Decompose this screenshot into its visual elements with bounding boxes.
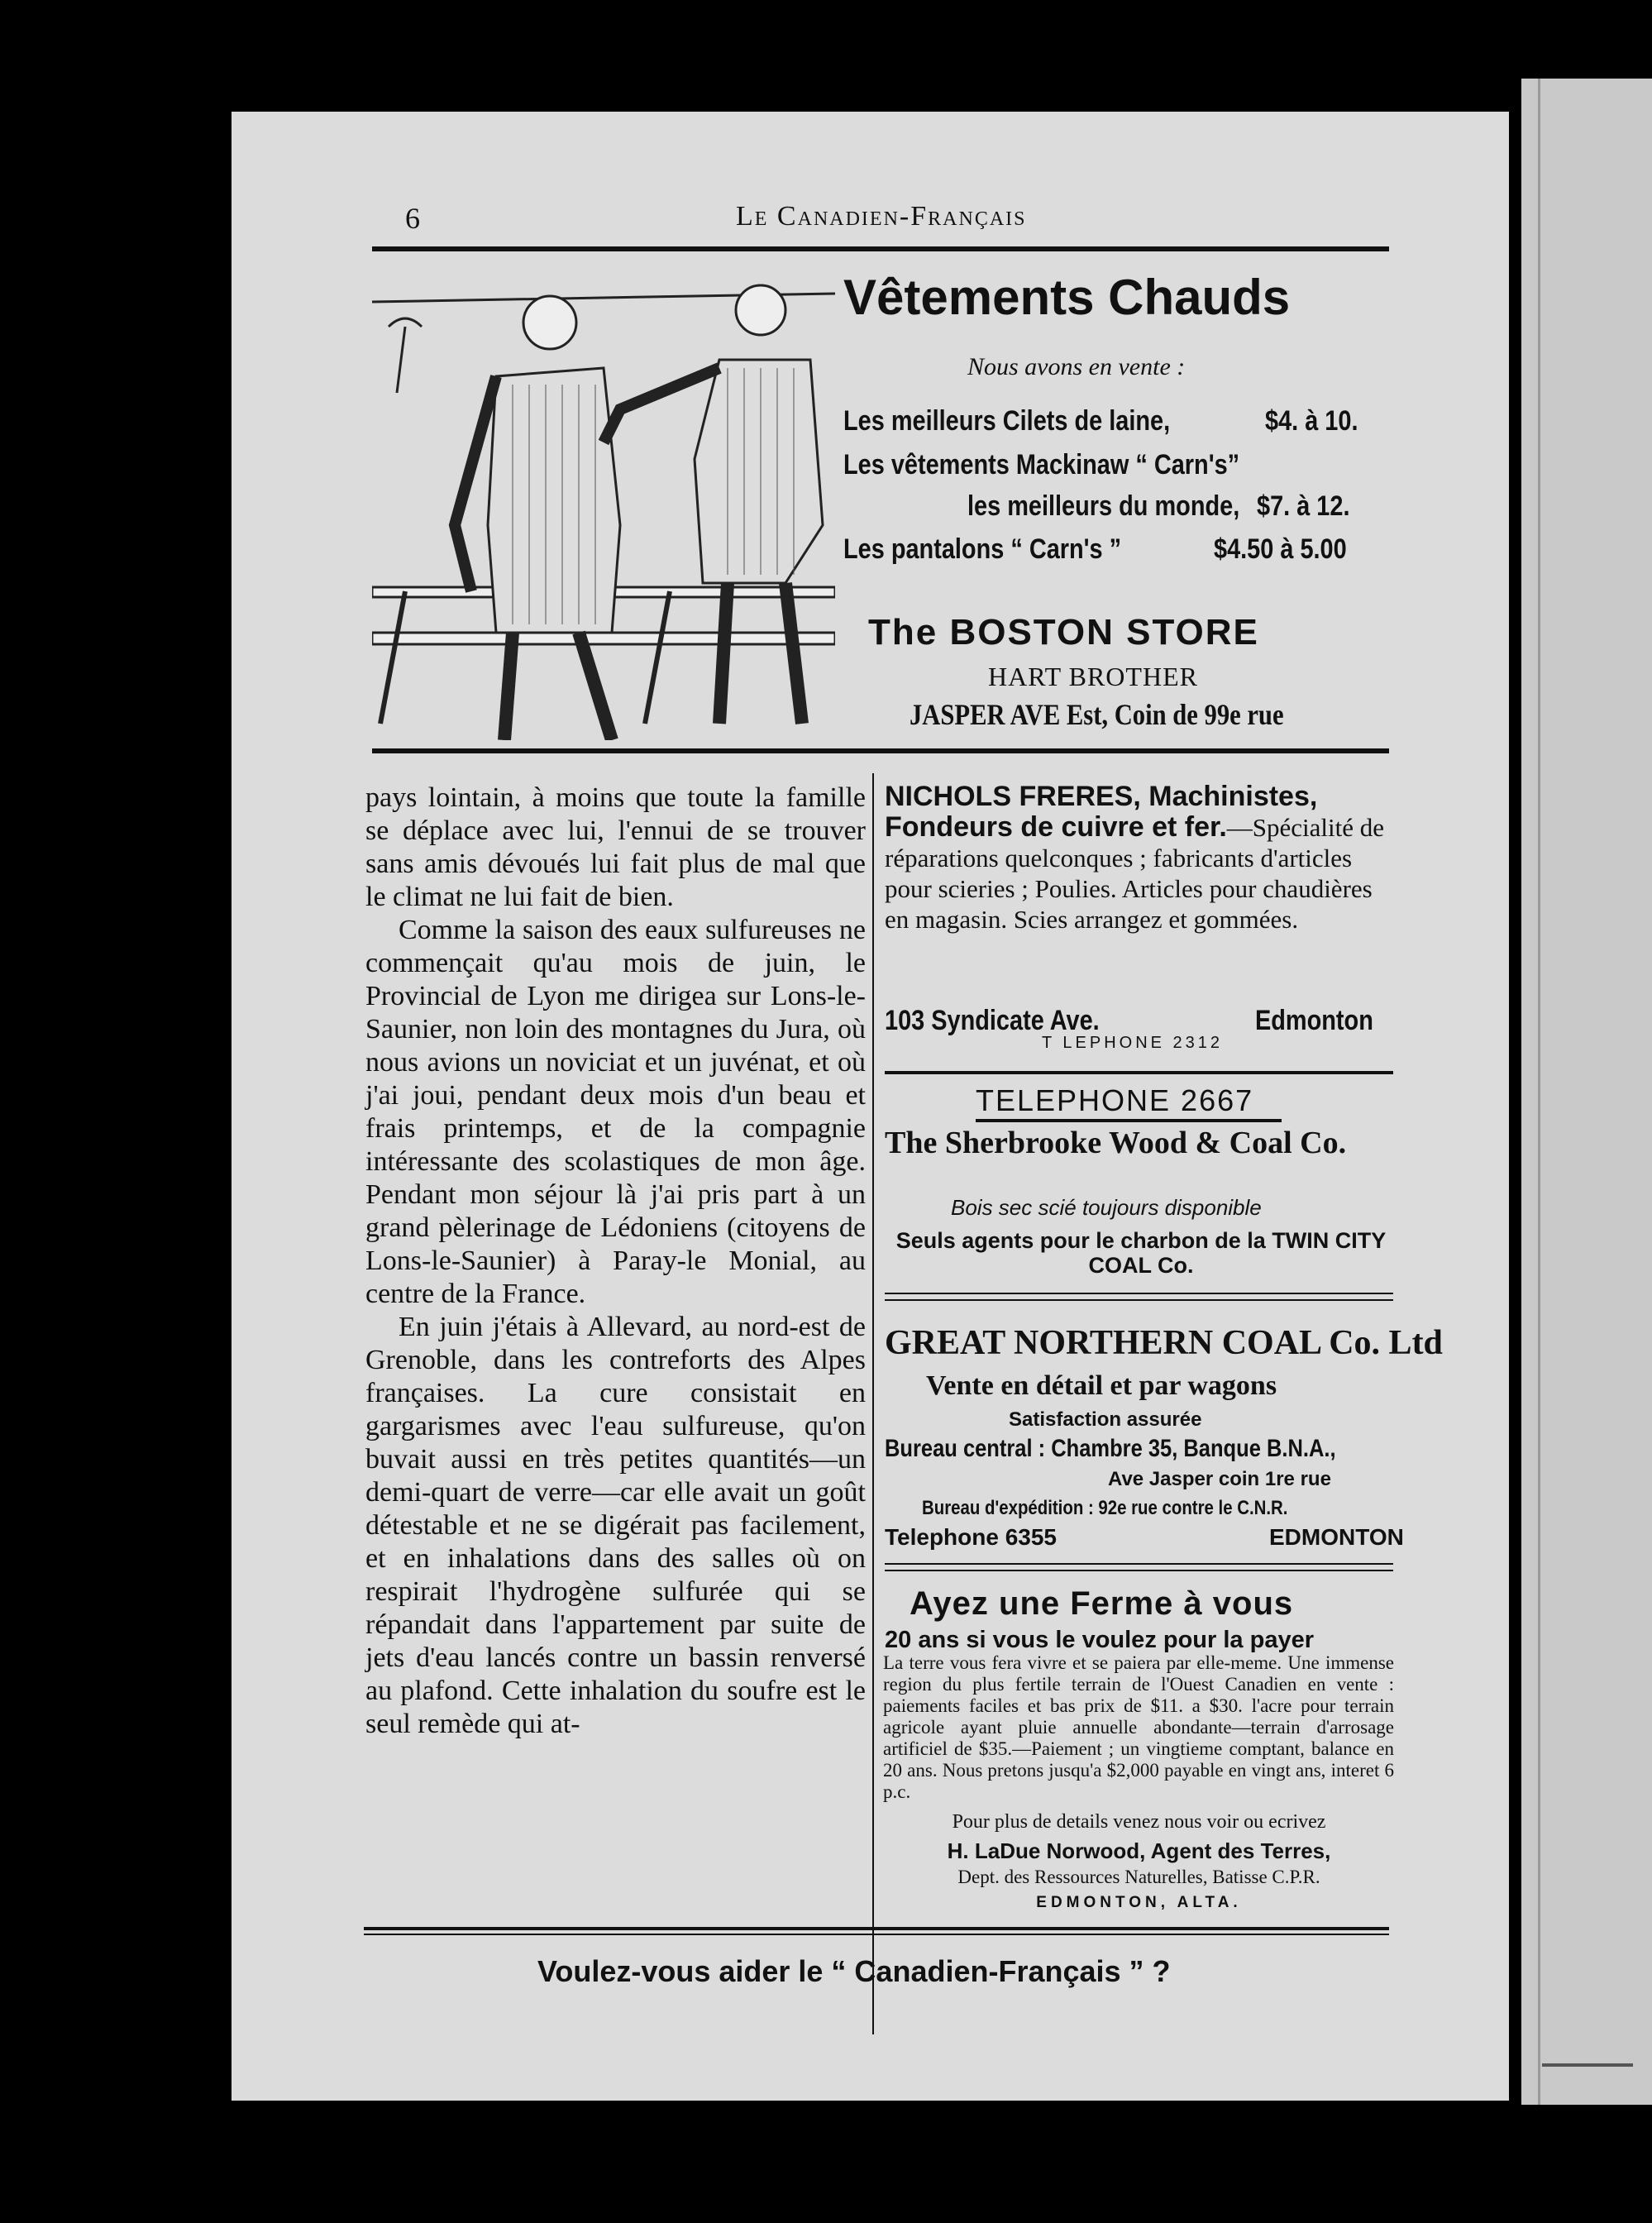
nichols-rule bbox=[885, 1071, 1393, 1074]
newspaper-page bbox=[232, 112, 1509, 2101]
article-paragraph-3: En juin j'étais à Allevard, au nord-est de Grenoble, dans les contreforts des Alpes françaises. La cure consistait en gargarismes avec l'eau sulfureuse, qu'on buvait aussi en très petites quantités—un demi-quart de verre—car elle avait un goût détestable et ne se digérait pas facilement, et en inhalations dans des salles où on respirait l'hydrogène sulfurée qui se répandait dans l'appartement par suite de jets d'eau lancés contre un bassin renversé au plafond. Cette inhalation du soufre est le seul remède qui at- bbox=[365, 1312, 866, 1739]
great-northern-sub: Vente en détail et par wagons bbox=[926, 1370, 1277, 1401]
clothing-item-1-label: Les meilleurs Cilets de laine, bbox=[843, 405, 1171, 437]
header-rule bbox=[372, 246, 1389, 251]
great-northern-name: GREAT NORTHERN COAL Co. Ltd bbox=[885, 1324, 1443, 1362]
nichols-heading: NICHOLS FRERES, Machinistes, Fondeurs de cuivre et fer. bbox=[885, 781, 1318, 843]
great-northern-phone: Telephone 6355 bbox=[885, 1524, 1058, 1550]
ferme-subtitle: 20 ans si vous le voulez pour la payer bbox=[885, 1627, 1314, 1653]
nichols-address: 103 Syndicate Ave. bbox=[885, 1005, 1100, 1036]
store-owner: HART BROTHER bbox=[988, 662, 1198, 691]
sherbrooke-tagline: Bois sec scié toujours disponible bbox=[951, 1195, 1262, 1220]
ferme-title: Ayez une Ferme à vous bbox=[910, 1585, 1294, 1622]
article-paragraph-2: Comme la saison des eaux sulfureuses ne commençait qu'au mois de juin, le Provincial de Lyon me dirigea sur Lons-le-Saunier, non loin des montagnes du Jura, où nous avions un noviciat et un juvénat, et où j'ai joui, pendant deux mois d'un beau et frais printemps, et de la compagnie intéressante des scolastiques de mon âge. Pendant mon séjour là j'ai pris part à un grand pèlerinage de Lédoniens (citoyens de Lons-le-Saunier) à Paray-le Monial, au centre de la France. bbox=[365, 915, 866, 1309]
clothing-item-2-label: Les vêtements Mackinaw “ Carn's” bbox=[843, 449, 1240, 480]
sherbrooke-rule-1 bbox=[885, 1293, 1393, 1294]
clothing-item-3-label: les meilleurs du monde, bbox=[967, 490, 1240, 522]
sherbrooke-rule-2 bbox=[885, 1299, 1393, 1301]
adjacent-page-edge bbox=[1521, 79, 1652, 2105]
edge-mark bbox=[1542, 2063, 1633, 2067]
great-northern-expedition: Bureau d'expédition : 92e rue contre le C.N.R. bbox=[922, 1497, 1288, 1519]
footer-rule-2 bbox=[364, 1934, 1389, 1935]
great-northern-rule-1 bbox=[885, 1563, 1393, 1565]
great-northern-satisfaction: Satisfaction assurée bbox=[1009, 1408, 1202, 1431]
sherbrooke-name: The Sherbrooke Wood & Coal Co. bbox=[885, 1126, 1347, 1160]
ad-bottom-rule bbox=[372, 748, 1389, 753]
clothing-ad-subtitle: Nous avons en vente : bbox=[967, 353, 1186, 380]
page-fold-line bbox=[1538, 79, 1540, 2105]
ferme-contact: Pour plus de details venez nous voir ou ecrivez bbox=[952, 1811, 1326, 1833]
clothing-ad-title: Vêtements Chauds bbox=[843, 270, 1291, 325]
ferme-city: EDMONTON, ALTA. bbox=[1036, 1894, 1242, 1911]
article-paragraph-1: pays lointain, à moins que toute la famille se déplace avec lui, l'ennui de se trouver sans amis dévoués lui fait plus de mal que le climat ne lui fait de bien. bbox=[365, 782, 866, 912]
great-northern-rule-2 bbox=[885, 1570, 1393, 1571]
page-number: 6 bbox=[405, 202, 420, 235]
clothing-item-4-price: $4.50 à 5.00 bbox=[1214, 533, 1347, 565]
page-title: Le Canadien-Français bbox=[736, 201, 1027, 232]
ferme-agent: H. LaDue Norwood, Agent des Terres, bbox=[947, 1838, 1331, 1863]
nichols-ad bbox=[885, 782, 1393, 935]
clothing-item-3-price: $7. à 12. bbox=[1257, 490, 1350, 522]
clothing-item-4-label: Les pantalons “ Carn's ” bbox=[843, 533, 1122, 565]
great-northern-bureau-2: Ave Jasper coin 1re rue bbox=[1108, 1468, 1331, 1490]
footer-rule-1 bbox=[364, 1927, 1389, 1930]
sherbrooke-telephone: TELEPHONE 2667 bbox=[976, 1083, 1254, 1117]
ferme-body: La terre vous fera vivre et se paiera par elle-meme. Une immense region du plus fertile terrain de l'Ouest Canadien en vente : paiements faciles et bas prix de $11. a $30. l'acre pour terrain agricole ayant pluie annuelle abondante—terrain d'arrosage artificiel de $35.—Paiement ; un vingtieme comptant, balance en 20 ans. Nous pretons jusqu'a $2,000 payable en vingt ans, interet 6 p.c. bbox=[883, 1652, 1394, 1802]
sherbrooke-agents: Seuls agents pour le charbon de la TWIN CITY COAL Co. bbox=[895, 1228, 1387, 1278]
clothing-item-1-price: $4. à 10. bbox=[1265, 405, 1358, 437]
telephone-underline bbox=[976, 1119, 1282, 1122]
ferme-dept: Dept. des Ressources Naturelles, Batisse C.P.R. bbox=[957, 1867, 1320, 1887]
store-name: The BOSTON STORE bbox=[868, 612, 1259, 653]
great-northern-bureau: Bureau central : Chambre 35, Banque B.N.A., bbox=[885, 1435, 1336, 1462]
nichols-phone: T LEPHONE 2312 bbox=[1042, 1034, 1224, 1052]
great-northern-city: EDMONTON bbox=[1269, 1524, 1404, 1550]
footer-slogan: Voulez-vous aider le “ Canadien-Français ” ? bbox=[537, 1954, 1171, 1988]
store-address: JASPER AVE Est, Coin de 99e rue bbox=[910, 698, 1284, 731]
article-column bbox=[365, 782, 866, 1741]
column-divider bbox=[872, 773, 874, 2034]
nichols-body: —Spécialité de réparations quelconques ; fabricants d'articles pour scieries ; Poulies. Articles pour chaudières en magasin. Scies arrangez et gommées. bbox=[885, 813, 1385, 934]
two-men-illustration bbox=[372, 277, 835, 740]
nichols-city: Edmonton bbox=[1255, 1005, 1373, 1036]
